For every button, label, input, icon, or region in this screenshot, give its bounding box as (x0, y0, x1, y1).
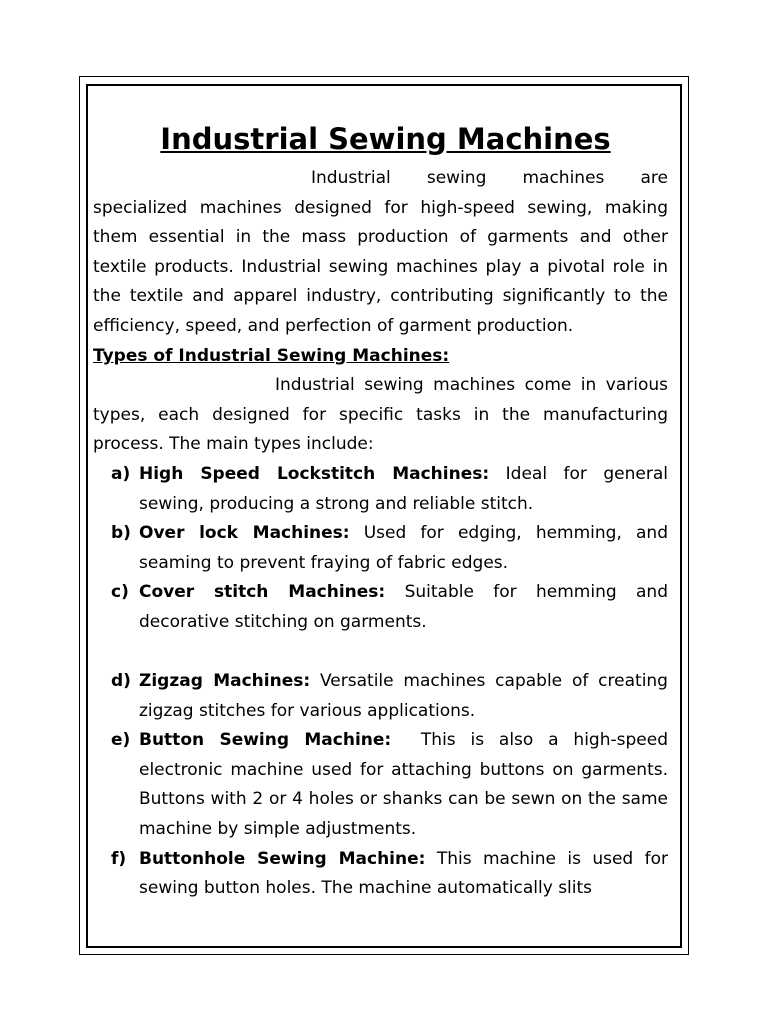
list-item-description: This is also a high-speed electronic machine used for attaching buttons on garments. Buttons with 2 or 4 holes or shanks can be sewn on the same machine by simple adjustments. (139, 730, 674, 840)
list-item (93, 578, 668, 637)
types-heading: Types of Industrial Sewing Machines: (93, 345, 450, 366)
list-item (93, 460, 668, 519)
list-item-description: Ideal for general sewing, producing a strong and reliable stitch. (139, 463, 668, 514)
list-marker: d) (111, 671, 131, 692)
document-body (93, 120, 674, 904)
list-marker: c) (111, 582, 129, 603)
list-item (93, 519, 668, 578)
list-item-description: This machine is used for sewing button holes. The machine automatically slits (139, 848, 668, 899)
list-marker: a) (111, 463, 131, 484)
list-item (93, 667, 668, 726)
list-marker: f) (111, 848, 127, 869)
list-marker: e) (111, 730, 131, 751)
list-item-description: Suitable for hemming and decorative stitching on garments. (139, 582, 668, 632)
list-item-description: Used for edging, hemming, and seaming to prevent fraying of fabric edges. (139, 523, 668, 573)
list-item-term: Cover stitch Machines: (139, 582, 386, 603)
list-item-term: Buttonhole Sewing Machine: (139, 848, 426, 869)
list-marker: b) (111, 523, 131, 544)
types-intro-paragraph: Industrial sewing machines come in various types, each designed for specific tasks in the manufacturing process. The main types include: (93, 375, 668, 455)
intro-paragraph: Industrial sewing machines are specialized machines designed for high-speed sewing, making them essential in the mass production of garments and other textile products. Industrial sewing machines play a pivotal role in the textile and apparel industry, contributing significantly to the efficiency, speed, and perfection of garment production. (93, 168, 668, 336)
list-item (93, 845, 668, 904)
list-item-term: Button Sewing Machine: (139, 730, 392, 751)
list-item (93, 726, 674, 844)
list-spacer (93, 638, 668, 668)
document-title: Industrial Sewing Machines (160, 122, 611, 156)
list-item-term: Over lock Machines: (139, 523, 350, 544)
list-item-term: Zigzag Machines: (139, 671, 311, 692)
list-item-description: Versatile machines capable of creating zigzag stitches for various applications. (139, 671, 668, 721)
machine-types-list (93, 460, 674, 904)
list-item-term: High Speed Lockstitch Machines: (139, 463, 490, 484)
